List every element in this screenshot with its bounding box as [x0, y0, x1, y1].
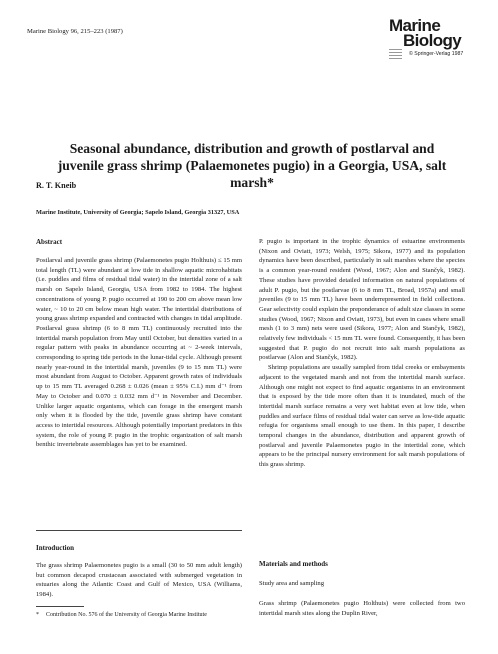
- methods-body: [259, 599, 465, 618]
- footnote-text: Contribution No. 576 of the University of Georgia Marine Institute: [46, 612, 207, 618]
- author-affiliation: Marine Institute, University of Georgia; Sapelo Island, Georgia 31327, USA: [36, 209, 240, 216]
- right-para-1: P. pugio is important in the trophic dynamics of estuarine environments (Nixon and Oviatt, 1973; Welsh, 1975; Sikora, 1977) and its population dynamics have been described, particularly in salt marshes where the species is a common year-round resident (Wood, 1967; Alon and Stančyk, 1982). These studies have provided detailed information on natural populations of adult P. pugio, but the postlarvae (6 to 8 mm TL, Broad, 1957a) and small juveniles (9 to 15 mm TL) have been underrepresented in field collections. Gear selectivity could explain the preponderance of adult size classes in some studies (Wood, 1967; Nixon and Oviatt, 1973), but even in cases where small mesh (1 to 3 mm) nets were used (Sikora, 1977; Alon and Stančyk, 1982), relatively few individuals < 15 mm TL were found. Consequently, it has been suggested that P. pugio do not recruit into salt marsh populations as postlarvae (Alon and Stančyk, 1982).: [259, 238, 465, 362]
- footnote: [36, 612, 242, 620]
- right-para-2: Shrimp populations are usually sampled from tidal creeks or embayments adjacent to the vegetated marsh and not from the intertidal marsh surface. Although one might not expect to find aquatic organisms in an environment that is exposed by the tide more often than it is inundated, much of the intertidal marsh surface remains a very wet habitat even at low tide, when puddles and surface films of residual tidal water can serve as low-tide aquatic refugia for organisms small enough to use them. In this paper, I describe temporal changes in the abundance, distribution and apparent growth of postlarval and juvenile Palaemonetes pugio in the intertidal zone, which appears to be the principal nursery environment for salt marsh populations of this grass shrimp.: [259, 364, 465, 469]
- brand-line-1: Marine: [389, 16, 441, 35]
- journal-logo: [389, 16, 471, 57]
- abstract-text: Postlarval and juvenile grass shrimp (Palaemonetes pugio Holthuis) ≤ 15 mm total length (TL) were abundant at low tide in shallow aquatic microhabitats (i.e. puddles and films of residual tidal water) in the intertidal zone of a salt marsh on Sapelo Island, Georgia, USA from 1982 to 1984. The highest concentrations of young P. pugio occurred at 190 to 200 cm above mean low water, ~ 10 to 20 cm below mean high water. The intertidal distributions of young grass shrimp expanded and contracted with changes in tidal amplitude. Postlarval grass shrimp (6 to 8 mm TL) continuously recruited into the intertidal marsh population from May until October, but densities varied in a regular pattern with peaks in abundance occurring at ~ 2-week intervals, corresponding to spring tide periods in the lunar-tidal cycle. Although present nearly year-round in the intertidal marsh, juveniles (9 to 15 mm TL) were most abundant from August to October. Apparent growth rates of individuals up to 15 mm TL averaged 0.268 ± 0.026 (mean ± 95% C.I.) mm d⁻¹ from May to October and 0.070 ± 0.032 mm d⁻¹ in November and December. Unlike larger aquatic organisms, which can forage in the emergent marsh only when it is flooded by the tide, juvenile grass shrimp have constant access to intertidal resources. Although potentially important predators in this system, the role of young P. pugio in the trophic organization of salt marsh benthic invertebrate assemblages has yet to be examined.: [36, 257, 242, 449]
- brand-decorative-lines: [389, 49, 402, 61]
- abstract-heading: Abstract: [36, 238, 63, 246]
- footnote-marker: *: [36, 612, 39, 618]
- abstract-body: [36, 256, 242, 450]
- journal-reference: Marine Biology 96, 215–223 (1987): [27, 28, 123, 35]
- introduction-heading: Introduction: [36, 544, 74, 552]
- publisher-copyright: © Springer-Verlag 1987: [409, 51, 464, 57]
- right-column: [259, 237, 465, 470]
- introduction-body: [36, 561, 242, 600]
- introduction-text: The grass shrimp Palaemonetes pugio is a small (30 to 50 mm adult length) but common decapod crustacean associated with submerged vegetation in estuaries along the Atlantic Coast and Gulf of Mexico, USA (Williams, 1984).: [36, 562, 242, 599]
- methods-text: Grass shrimp (Palaemonetes pugio Holthuis) were collected from two intertidal marsh sites along the Duplin River,: [259, 600, 465, 617]
- article-author: R. T. Kneib: [36, 181, 77, 190]
- section-divider: [36, 530, 242, 531]
- footnote-rule: [36, 606, 84, 607]
- methods-heading: Materials and methods: [259, 560, 328, 568]
- brand-line-2: Biology: [403, 31, 462, 50]
- study-area-heading: Study area and sampling: [259, 580, 325, 587]
- article-title: Seasonal abundance, distribution and growth of postlarval and juvenile grass shrimp (Palaemonetes pugio) in a Georgia, USA, salt marsh*: [57, 141, 447, 190]
